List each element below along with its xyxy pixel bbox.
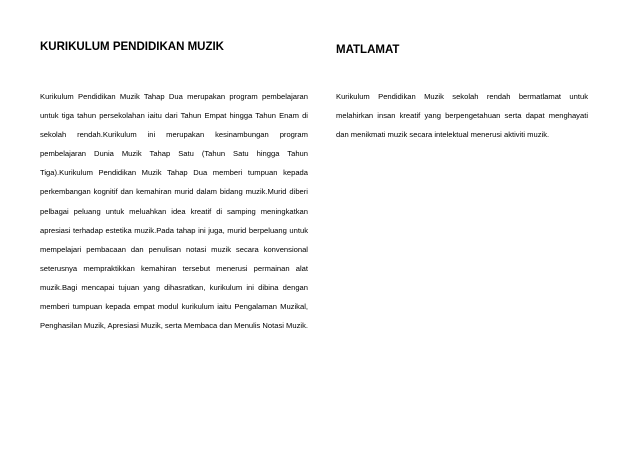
- objective-paragraph: Kurikulum Pendidikan Muzik sekolah rendah bermatlamat untuk melahirkan insan kreatif yang berpengetahuan serta dapat menghayati dan menikmati muzik secara intelektual menerusi aktiviti muzik.: [336, 92, 588, 140]
- objective-heading: MATLAMAT: [336, 44, 400, 56]
- curriculum-paragraph: Kurikulum Pendidikan Muzik Tahap Dua merupakan program pembelajaran untuk tiga tahun persekolahan iaitu dari Tahun Empat hingga Tahun Enam di sekolah rendah.Kurikulum ini merupakan kesinambungan program pembelajaran Dunia Muzik Tahap Satu (Tahun Satu hingga Tahun Tiga).Kurikulum Pendidikan Muzik Tahap Dua memberi tumpuan kepada perkembangan kognitif dan kemahiran murid dalam bidang muzik.Murid diberi pelbagai peluang untuk meluahkan idea kreatif di samping meningkatkan apresiasi terhadap estetika muzik.Pada tahap ini juga, murid berpeluang untuk mempelajari pembacaan dan penulisan notasi muzik secara konvensional seterusnya mempraktikkan kemahiran tersebut menerusi permainan alat muzik.Bagi mencapai tujuan yang dihasratkan, kurikulum ini dibina dengan memberi tumpuan kepada empat modul kurikulum iaitu Pengalaman Muzikal, Penghasilan Muzik, Apresiasi Muzik, serta Membaca dan Menulis Notasi Muzik.: [40, 92, 309, 331]
- curriculum-heading: KURIKULUM PENDIDIKAN MUZIK: [40, 41, 224, 53]
